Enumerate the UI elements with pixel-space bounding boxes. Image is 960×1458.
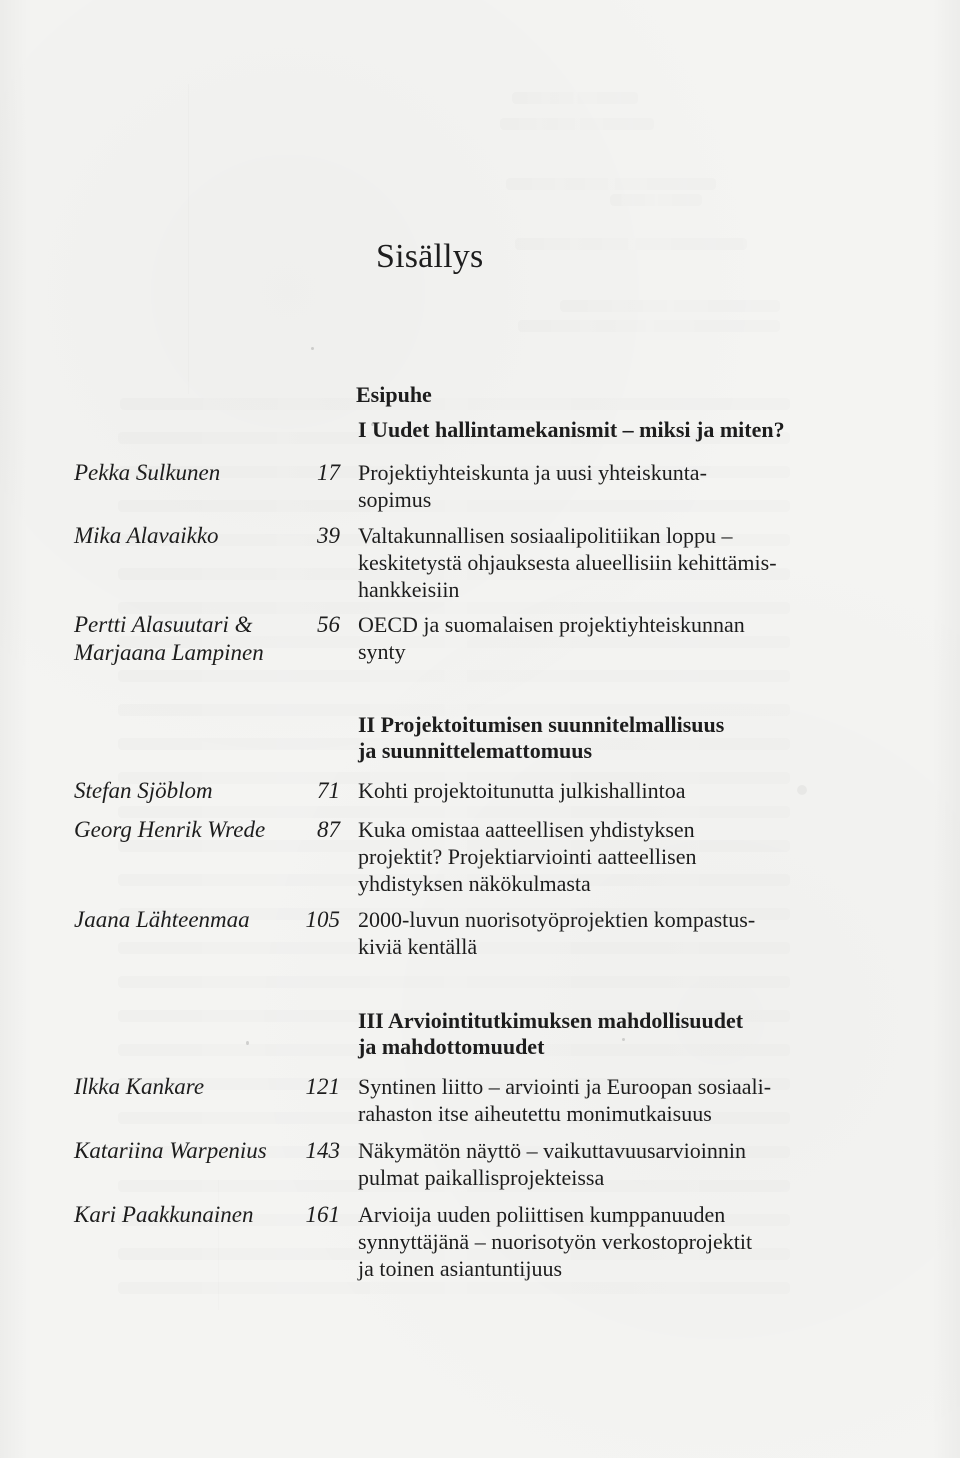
- chapter-title: Syntinen liitto – arviointi ja Euroopan sosiaali- rahaston itse aiheutettu monimutkaisuus: [358, 1074, 772, 1126]
- section-heading-3: III Arviointitutkimuksen mahdollisuudet ja mahdottomuudet: [358, 1008, 744, 1059]
- page-number: 143: [305, 1138, 340, 1163]
- chapter-title: Kuka omistaa aatteellisen yhdistyksen projektit? Projektiarviointi aatteellisen yhdistyksen näkökulmasta: [358, 817, 697, 896]
- chapter-title: Valtakunnallisen sosiaalipolitiikan loppu – keskitetystä ohjauksesta alueellisiin kehittämis- hankkeisiin: [358, 523, 777, 602]
- chapter-title: 2000-luvun nuorisotyöprojektien kompastus- kiviä kentällä: [358, 907, 756, 959]
- chapter-title: Projektiyhteiskunta ja uusi yhteiskunta- sopimus: [358, 460, 707, 512]
- page-number: 121: [305, 1074, 340, 1099]
- section-heading-1: I Uudet hallintamekanismit – miksi ja miten?: [358, 417, 785, 442]
- author-name: Pertti Alasuutari & Marjaana Lampinen: [74, 612, 264, 665]
- chapter-title: Arvioija uuden poliittisen kumppanuuden synnyttäjänä – nuorisotyön verkostoprojektit ja toinen asiantuntijuus: [358, 1202, 753, 1281]
- author-name: Katariina Warpenius: [74, 1138, 267, 1163]
- page-title: Sisällys: [376, 238, 484, 275]
- page-number: 39: [317, 523, 340, 548]
- author-name: Jaana Lähteenmaa: [74, 907, 250, 932]
- section-heading-2: II Projektoitumisen suunnitelmallisuus ja suunnittelemattomuus: [358, 712, 725, 763]
- author-name: Stefan Sjöblom: [74, 778, 213, 803]
- page-number: 161: [305, 1202, 340, 1227]
- chapter-title: Näkymätön näyttö – vaikuttavuusarvioinnin pulmat paikallisprojekteissa: [358, 1138, 746, 1190]
- page-number: 17: [317, 460, 340, 485]
- chapter-title: OECD ja suomalaisen projektiyhteiskunnan synty: [358, 612, 745, 664]
- page-number: 87: [317, 817, 340, 842]
- page-number: 105: [305, 907, 340, 932]
- page-number: 71: [317, 778, 340, 803]
- author-name: Pekka Sulkunen: [74, 460, 221, 485]
- chapter-title: Kohti projektoitunutta julkishallintoa: [358, 778, 686, 803]
- author-name: Kari Paakkunainen: [74, 1202, 254, 1227]
- page-number: 56: [317, 612, 340, 637]
- author-name: Ilkka Kankare: [74, 1074, 205, 1099]
- preface-heading: Esipuhe: [356, 382, 432, 407]
- author-name: Mika Alavaikko: [74, 523, 219, 548]
- author-name: Georg Henrik Wrede: [74, 817, 266, 842]
